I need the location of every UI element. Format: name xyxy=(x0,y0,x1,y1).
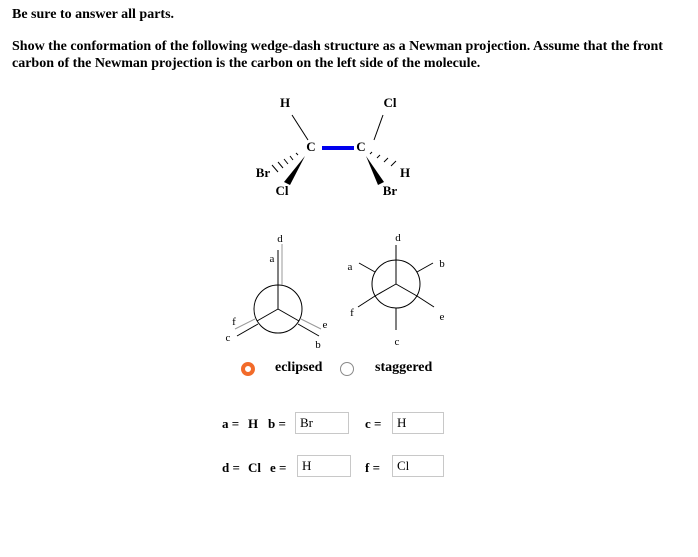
f-label: f = xyxy=(365,460,380,475)
a-label: a = xyxy=(222,416,240,431)
staggered-label: staggered xyxy=(375,360,433,375)
left-dash-substituent: Br xyxy=(255,165,271,180)
c-input[interactable] xyxy=(392,412,444,434)
staggered-label-b: b xyxy=(439,258,445,270)
instruction-text: Be sure to answer all parts. xyxy=(12,7,175,22)
left-carbon: C xyxy=(306,139,316,154)
eclipsed-label-d: d xyxy=(277,233,283,245)
c-label: c = xyxy=(365,416,382,431)
left-top-substituent: H xyxy=(279,95,291,110)
staggered-radio[interactable] xyxy=(340,362,354,376)
right-wedge-bond xyxy=(366,156,384,185)
newman-eclipsed xyxy=(220,228,340,358)
eclipsed-label-a: a xyxy=(269,253,275,265)
staggered-label-e: e xyxy=(439,311,445,323)
staggered-label-c: c xyxy=(394,336,400,348)
right-dash-substituent: H xyxy=(399,165,411,180)
left-wedge-bond xyxy=(284,156,305,185)
f-input[interactable] xyxy=(392,455,444,477)
eclipsed-label-f: f xyxy=(232,316,236,328)
wedge-dash-structure xyxy=(240,90,460,200)
newman-staggered xyxy=(340,228,460,358)
staggered-label-d: d xyxy=(395,232,401,244)
eclipsed-label-b: b xyxy=(315,339,321,351)
eclipsed-label-e: e xyxy=(322,319,328,331)
right-top-substituent: Cl xyxy=(383,95,397,110)
eclipsed-label: eclipsed xyxy=(275,360,323,375)
staggered-label-a: a xyxy=(347,261,353,273)
eclipsed-label-c: c xyxy=(225,332,231,344)
a-value: H xyxy=(248,416,259,431)
e-input[interactable] xyxy=(297,455,351,477)
d-label: d = xyxy=(222,460,240,475)
staggered-label-f: f xyxy=(350,307,354,319)
e-label: e = xyxy=(270,460,287,475)
d-value: Cl xyxy=(248,460,261,475)
b-input[interactable] xyxy=(295,412,349,434)
left-dash-bond xyxy=(272,153,298,172)
right-wedge-substituent: Br xyxy=(382,183,398,198)
b-label: b = xyxy=(268,416,286,431)
left-top-bond xyxy=(292,115,308,140)
question-text: Show the conformation of the following wedge-dash structure as a Newman projection. Assume that the front carbon of the Newman projection is the carbon on the left side of the molecule. xyxy=(12,39,663,71)
right-top-bond xyxy=(374,115,383,140)
right-dash-bond xyxy=(370,152,396,166)
right-carbon: C xyxy=(356,139,366,154)
eclipsed-radio[interactable] xyxy=(241,362,255,376)
left-wedge-substituent: Cl xyxy=(275,183,289,198)
